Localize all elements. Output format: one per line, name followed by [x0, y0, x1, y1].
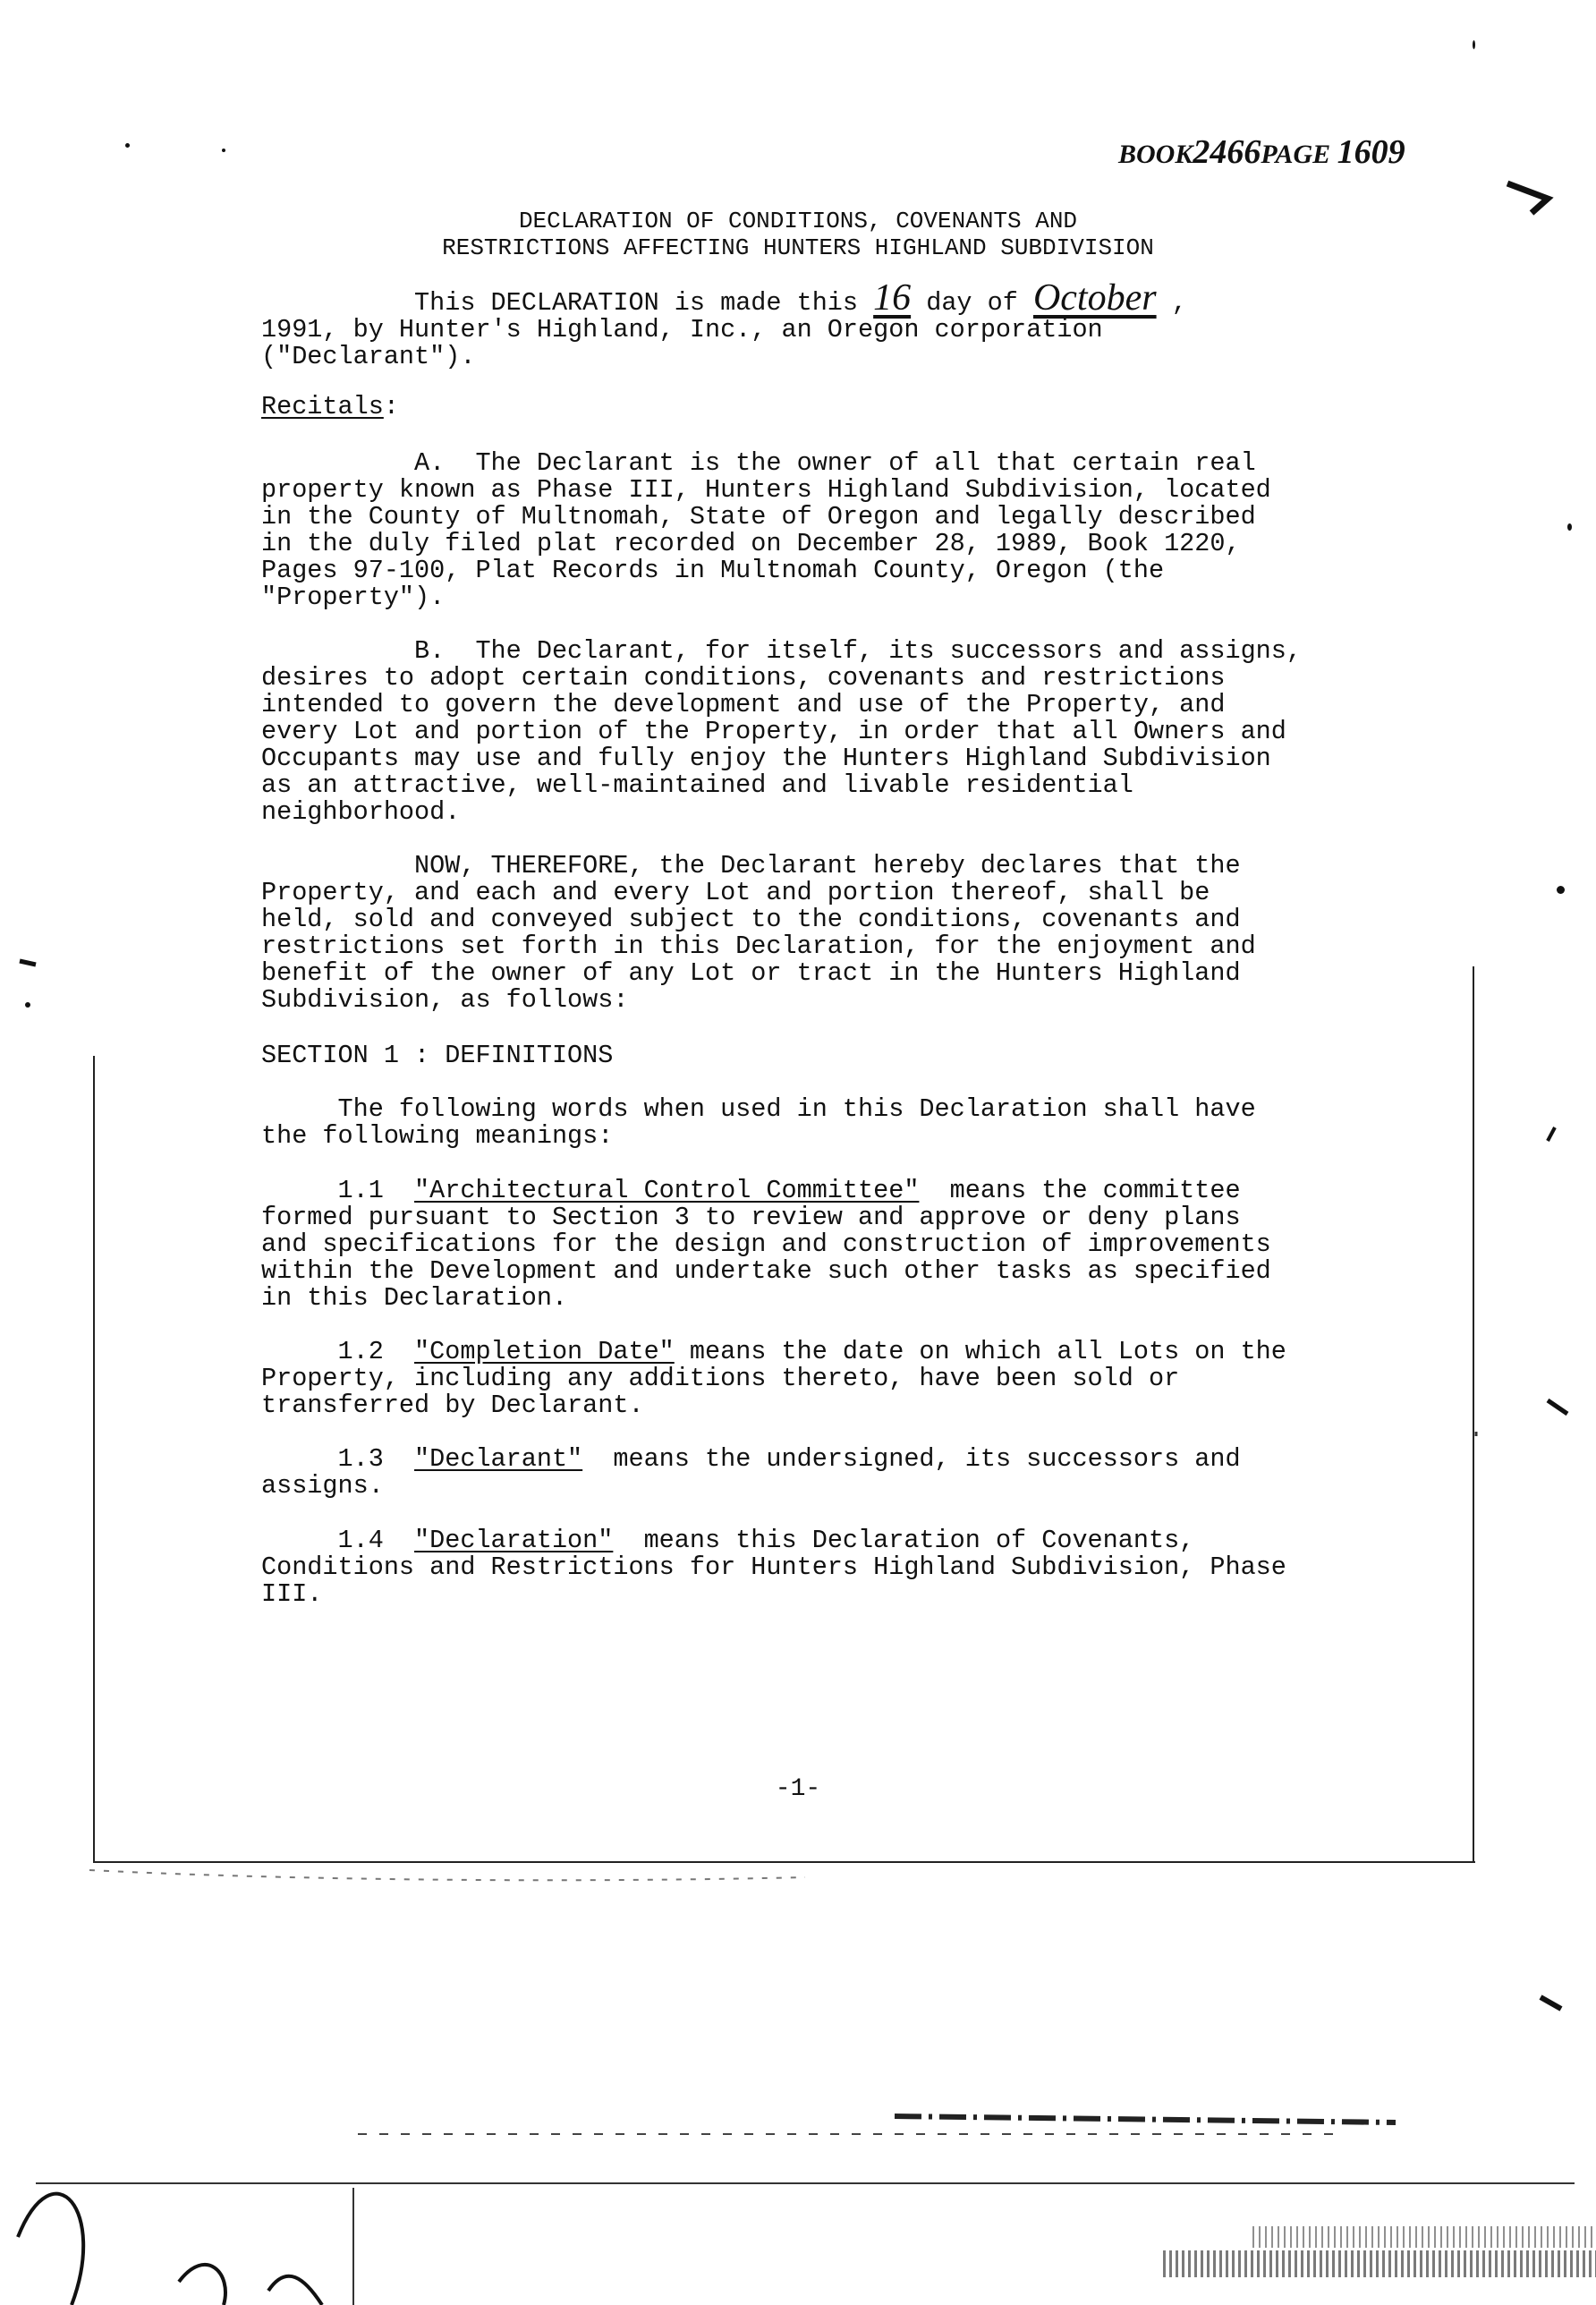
recital-b: B. The Declarant, for itself, its successors and assigns, desires to adopt certain conditions, covenants and restrictions intended to govern the development and use of the Property, and every Lot and portion of the Property, in order that all Owners and Occupants may use and fully enjoy the Hunters Highland Subdivision as an attractive, well-maintained and livable residential neighborhood.: [261, 636, 1302, 827]
definition-text: means the date on which all Lots on the Property, including any additions thereto, have been sold or transferred by Declarant.: [261, 1337, 1286, 1420]
intro-text-3: ,: [1156, 288, 1187, 318]
handwritten-day: 16: [873, 277, 912, 319]
intro-line-3: ("Declarant").: [261, 342, 476, 371]
page-footer-number: -1-: [775, 1775, 821, 1803]
section-1-intro: The following words when used in this Declaration shall have the following meanings:: [261, 1094, 1256, 1151]
book-number: 2466: [1193, 133, 1261, 171]
recital-a: A. The Declarant is the owner of all that certain real property known as Phase III, Hunters Highland Subdivision, located in the County of Multnomah, State of Oregon and legally described in the duly filed plat recorded on December 28, 1989, Book 1220, Pages 97-100, Plat Records in Multnomah County, Oregon (the "Property").: [261, 448, 1271, 612]
title-line-1: DECLARATION OF CONDITIONS, COVENANTS AND: [518, 208, 1078, 234]
scan-speck: [125, 143, 130, 148]
intro-text-1: This DECLARATION is made this: [414, 288, 874, 318]
recitals-colon: :: [383, 392, 399, 421]
page-label: PAGE: [1261, 140, 1331, 169]
intro-text-2: day of: [911, 288, 1033, 318]
handwritten-month: October: [1032, 277, 1157, 319]
definition-term: "Architectural Control Committee": [414, 1176, 920, 1205]
title-line-2: RESTRICTIONS AFFECTING HUNTERS HIGHLAND SUBDIVISION: [442, 234, 1154, 261]
section-1-heading: SECTION 1 : DEFINITIONS: [261, 1041, 614, 1070]
definition-text: means the committee formed pursuant to Section 3 to review and approve or deny plans and specifications for the design and construction of improvements within the Development and undertake such other tasks as specified in this Declaration.: [261, 1176, 1271, 1313]
page-number-stamp: 1609: [1337, 133, 1405, 171]
scan-speck: [1567, 523, 1572, 531]
scan-speck: [25, 1002, 30, 1008]
definition-term: "Completion Date": [414, 1337, 675, 1366]
definition-text: means this Declaration of Covenants, Conditions and Restrictions for Hunters Highland Subdivision, Phase III.: [261, 1526, 1286, 1609]
definition-number: 1.1: [261, 1176, 415, 1205]
definition-term: "Declaration": [414, 1526, 614, 1555]
intro-line-2: 1991, by Hunter's Highland, Inc., an Oregon corporation: [261, 315, 1103, 344]
scan-speck: [1473, 40, 1475, 49]
definition-term: "Declarant": [414, 1444, 583, 1474]
book-label: BOOK: [1118, 140, 1193, 169]
recitals-label: Recitals: [261, 392, 384, 421]
definition-number: 1.3: [261, 1444, 415, 1474]
definition-number: 1.4: [261, 1526, 415, 1555]
definition-number: 1.2: [261, 1337, 415, 1366]
scan-speck: [222, 149, 225, 152]
scan-speck: [1557, 886, 1565, 894]
definition-text: means the undersigned, its successors and assigns.: [261, 1444, 1241, 1501]
now-therefore-paragraph: NOW, THEREFORE, the Declarant hereby declares that the Property, and each and every Lot and portion thereof, shall be held, sold and conveyed subject to the conditions, covenants and restrictions set forth in this Declaration, for the enjoyment and benefit of the owner of any Lot or tract in the Hunters Highland Subdivision, as follows:: [261, 851, 1256, 1015]
